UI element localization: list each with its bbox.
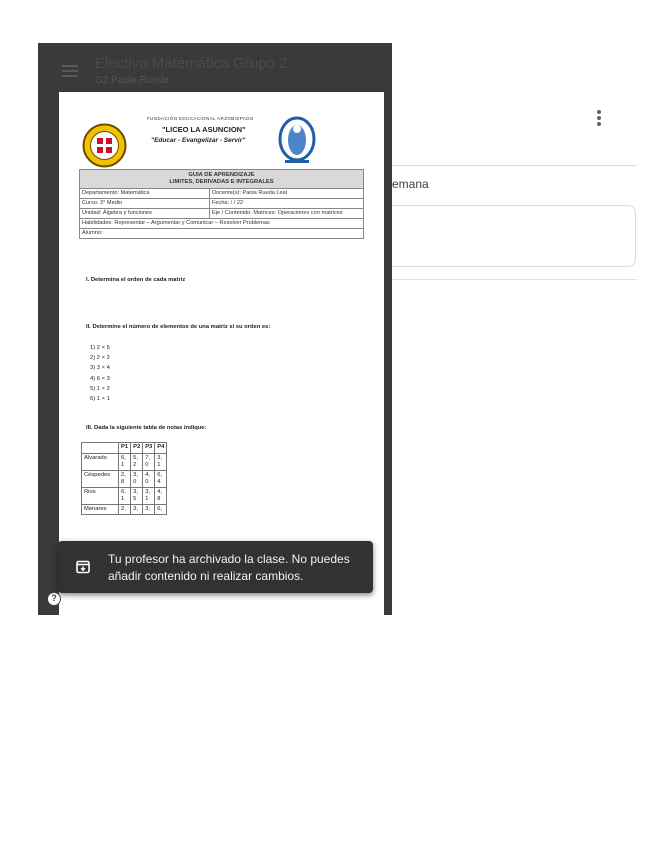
grade-cell: 4, 0	[143, 471, 155, 488]
section-3-heading: III. Dada la siguiente tabla de notas indique:	[86, 425, 207, 431]
student-name: Rios	[82, 488, 119, 505]
grade-cell: 4, 8	[155, 488, 167, 505]
grade-cell: 3, 1	[143, 488, 155, 505]
grade-cell: 6,	[155, 505, 167, 515]
help-icon[interactable]: ?	[47, 592, 61, 606]
student-name: Alvarado	[82, 454, 119, 471]
guide-title: GUIA DE APRENDIZAJE	[188, 172, 255, 178]
list-item: 6) 1 × 1	[90, 396, 110, 403]
grades-header: P1	[119, 443, 131, 454]
order-list	[90, 343, 110, 404]
grades-header: P2	[131, 443, 143, 454]
unit-cell: Unidad: Álgebra y funciones	[80, 209, 210, 219]
grade-cell: 3, 1	[155, 454, 167, 471]
school-motto: "Educar - Evangelizar - Servir"	[151, 137, 246, 144]
week-label: emana	[392, 177, 429, 191]
list-item: 2) 2 × 2	[90, 355, 110, 362]
guide-subtitle: LIMITES, DERIVADAS E INTEGRALES	[169, 179, 274, 185]
app-header	[38, 43, 392, 91]
grades-header	[82, 443, 119, 454]
date-cell: Fecha: / / 22	[210, 199, 364, 209]
skills-cell: Habilidades: Representar – Argumentar y Comunicar – Resolver Problemas	[80, 219, 364, 229]
table-row	[82, 505, 167, 515]
list-item: 5) 1 × 2	[90, 385, 110, 392]
grade-cell: 6, 1	[119, 454, 131, 471]
school-foundation: FUNDACIÓN EDUCACIONAL ARZOBISPADO	[147, 116, 254, 121]
list-item: 4) 6 × 3	[90, 375, 110, 382]
virgin-logo-icon	[275, 116, 319, 166]
student-cell: Alumno:	[80, 229, 364, 239]
school-name: "LICEO LA ASUNCION"	[162, 125, 246, 134]
guide-info-table	[79, 169, 364, 239]
grades-header: P3	[143, 443, 155, 454]
class-title: Electivo Matemática Grupo 2	[95, 55, 288, 72]
background-card	[382, 205, 636, 267]
grades-table	[81, 442, 167, 515]
course-cell: Curso: 3° Medio	[80, 199, 210, 209]
archived-snackbar	[58, 541, 373, 593]
grades-header: P4	[155, 443, 167, 454]
grade-cell: 3,	[131, 505, 143, 515]
list-item: 3) 3 × 4	[90, 365, 110, 372]
department-cell: Departamento: Matemática	[80, 189, 210, 199]
grade-cell: 3, 5	[131, 488, 143, 505]
document-page[interactable]	[59, 92, 384, 615]
school-seal-icon	[82, 123, 127, 168]
grade-cell: 2, 8	[119, 471, 131, 488]
grade-cell: 3,	[143, 505, 155, 515]
axis-cell: Eje / Contenido: Matrices: Operaciones con matrices	[210, 209, 364, 219]
section-2-heading: II. Determine el número de elementos de una matriz si su orden es:	[86, 324, 271, 330]
class-subtitle: G2 Paola Rueda	[95, 75, 169, 86]
grade-cell: 5, 2	[131, 454, 143, 471]
section-1-heading: I. Determina el orden de cada matriz	[86, 277, 186, 283]
snackbar-message: Tu profesor ha archivado la clase. No puedes añadir contenido ni realizar cambios.	[108, 552, 350, 583]
table-row	[82, 454, 167, 471]
table-row	[82, 471, 167, 488]
grade-cell: 7, 0	[143, 454, 155, 471]
more-options-icon[interactable]	[592, 108, 606, 128]
divider	[392, 165, 637, 166]
archive-icon	[76, 560, 90, 574]
teacher-cell: Docente(s): Paola Rueda Leal	[210, 189, 364, 199]
grade-cell: 6, 1	[119, 488, 131, 505]
divider	[392, 279, 637, 280]
grade-cell: 6, 4	[155, 471, 167, 488]
grade-cell: 2,	[119, 505, 131, 515]
student-name: Menares	[82, 505, 119, 515]
grade-cell: 3, 0	[131, 471, 143, 488]
menu-icon[interactable]	[62, 65, 78, 77]
list-item: 1) 2 × 5	[90, 345, 110, 351]
table-row	[82, 488, 167, 505]
student-name: Céspedes	[82, 471, 119, 488]
